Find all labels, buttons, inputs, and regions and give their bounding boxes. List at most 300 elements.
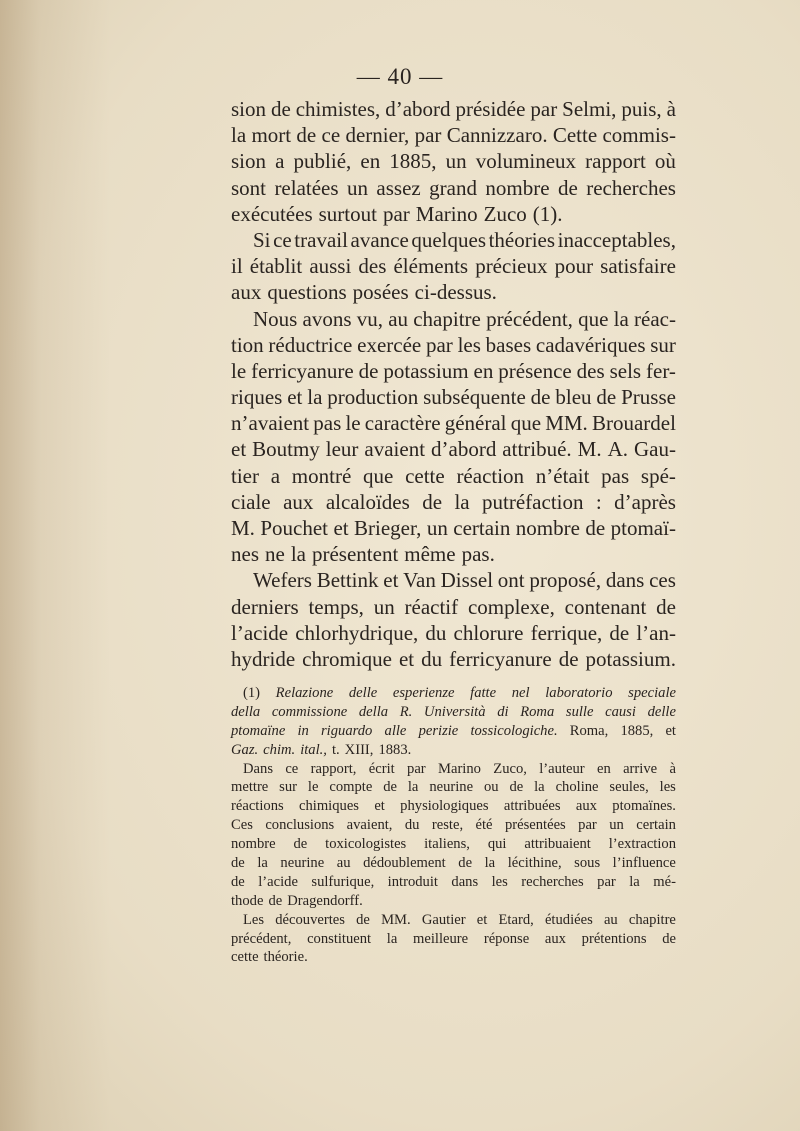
word: théorie. xyxy=(263,949,308,966)
word: précieux xyxy=(475,254,548,279)
footnote-line xyxy=(231,835,676,854)
body-line xyxy=(231,489,676,515)
word: recherches xyxy=(586,175,676,200)
word: bases xyxy=(485,332,532,357)
word: par xyxy=(382,201,410,226)
word: il xyxy=(231,254,243,279)
word: dans xyxy=(605,568,645,593)
word: Brouardel xyxy=(591,411,676,436)
body-line xyxy=(231,96,676,122)
word: de xyxy=(296,123,317,148)
word: pour xyxy=(554,254,594,279)
word: Etard, xyxy=(498,911,534,928)
word: et xyxy=(231,437,247,462)
word: sion xyxy=(231,149,267,174)
word: la xyxy=(386,930,398,947)
word: avance xyxy=(350,227,409,252)
word: au xyxy=(388,306,409,331)
word: a xyxy=(270,463,281,488)
word: A. xyxy=(607,437,628,462)
word: vu, xyxy=(356,306,383,331)
word: chimiques xyxy=(299,798,359,815)
word: présentées xyxy=(504,817,566,834)
word: derniers xyxy=(231,594,299,619)
word: delle xyxy=(647,703,676,720)
word: les xyxy=(659,779,676,796)
word: Cette xyxy=(552,123,598,148)
word: caractère xyxy=(364,411,441,436)
word: nel xyxy=(511,685,530,701)
word: la xyxy=(484,855,496,872)
footnote-line xyxy=(231,854,676,873)
word: conclusions xyxy=(265,817,335,834)
footnote-line xyxy=(231,722,676,741)
word: de xyxy=(662,930,676,947)
word: meilleure xyxy=(413,930,469,947)
body-line xyxy=(231,384,676,410)
word: quelques xyxy=(411,227,487,252)
word: delle xyxy=(348,685,378,701)
word: sur xyxy=(650,332,676,357)
body-line xyxy=(231,148,676,174)
word: introduit xyxy=(387,873,438,890)
word: et xyxy=(476,911,488,928)
word: sels xyxy=(609,358,642,383)
word: inacceptables, xyxy=(557,227,676,252)
word: ci-dessus. xyxy=(414,280,497,305)
word: contenant xyxy=(564,594,647,619)
word: du xyxy=(404,817,420,834)
word: par xyxy=(407,760,426,777)
word: par xyxy=(578,817,597,834)
word: l’auteur xyxy=(539,760,585,777)
word: Gaz. xyxy=(231,741,259,758)
word: n’était xyxy=(535,463,590,488)
word: de xyxy=(557,175,578,200)
word: Marino xyxy=(415,201,478,226)
word: avaient xyxy=(364,437,426,462)
word: arrive xyxy=(623,760,658,777)
word: nombre xyxy=(231,836,276,853)
word: Dragendorff. xyxy=(287,892,363,909)
word: attribuaient xyxy=(524,836,591,853)
word: un xyxy=(346,175,368,200)
word: et xyxy=(383,568,399,593)
body-line xyxy=(231,175,676,201)
word: montré xyxy=(291,463,352,488)
word: satisfaire xyxy=(600,254,676,279)
word: compte xyxy=(329,779,373,796)
word: mé- xyxy=(653,873,676,890)
word: aussi xyxy=(309,254,352,279)
word: in xyxy=(297,722,309,739)
footnote-line xyxy=(231,930,676,949)
word: la xyxy=(257,855,268,872)
footnote-line xyxy=(231,797,676,816)
word: dernier, xyxy=(345,123,410,148)
footnote-line xyxy=(231,760,676,779)
word: grand xyxy=(429,175,477,200)
word: esperienze xyxy=(392,685,455,701)
word: n’avaient xyxy=(231,411,310,436)
word: aux xyxy=(544,930,566,947)
word: cette xyxy=(231,949,259,966)
word: et xyxy=(665,722,676,739)
word: mettre xyxy=(231,779,269,796)
word: causi xyxy=(605,703,636,720)
footnote xyxy=(231,684,676,967)
word: laboratorio xyxy=(545,685,613,701)
word: M. xyxy=(231,516,255,540)
footnote-line xyxy=(231,892,676,911)
word: pas xyxy=(601,463,630,488)
body-line xyxy=(231,358,676,384)
word: sur xyxy=(279,779,298,796)
word: théories xyxy=(488,227,556,252)
word: la xyxy=(454,489,470,514)
word: seules, xyxy=(609,779,649,796)
word: prétentions xyxy=(581,930,647,947)
word: de xyxy=(356,911,370,928)
word: de xyxy=(596,385,617,410)
word: recherches xyxy=(521,873,584,890)
footnote-line xyxy=(231,816,676,835)
word: réponse xyxy=(483,930,530,947)
word: un xyxy=(609,817,624,834)
word: la xyxy=(307,385,323,410)
word: de xyxy=(458,855,473,872)
word: précédent, xyxy=(231,930,292,947)
word: aux xyxy=(283,489,314,514)
body-line xyxy=(231,332,676,358)
word: Roma, xyxy=(569,722,609,739)
word: du xyxy=(425,620,447,645)
word: potassium xyxy=(383,358,469,383)
word: hydride xyxy=(231,646,296,671)
word: rapport xyxy=(585,149,646,174)
word: Si xyxy=(253,227,271,252)
word: Zuco, xyxy=(493,760,527,777)
body-line xyxy=(231,436,676,462)
word: temps, xyxy=(308,594,364,619)
footnote-line xyxy=(231,873,676,892)
word: d’abord xyxy=(385,97,451,121)
footnote-line xyxy=(231,703,676,722)
word: speciale xyxy=(628,685,676,701)
word: 1883. xyxy=(378,741,412,758)
word: de xyxy=(383,779,397,796)
word: sulle xyxy=(565,703,594,720)
word: Dans xyxy=(243,760,273,777)
word: MM. xyxy=(545,411,588,436)
word: chim. xyxy=(263,741,296,758)
body-line xyxy=(231,567,676,593)
word: Roma xyxy=(520,703,555,720)
word: sous xyxy=(574,855,601,872)
word: les xyxy=(491,873,508,890)
word: dans xyxy=(451,873,479,890)
word: ptomaïne xyxy=(231,722,286,739)
body-line xyxy=(231,594,676,620)
word: Relazione xyxy=(275,685,334,701)
word: complexe, xyxy=(467,594,555,619)
word: et xyxy=(374,798,385,815)
word: (1) xyxy=(243,685,261,701)
word: par xyxy=(414,123,442,148)
body-line xyxy=(231,410,676,436)
word: général xyxy=(444,411,507,436)
word: et xyxy=(287,385,303,410)
word: d’après xyxy=(614,489,676,514)
word: de xyxy=(231,873,245,890)
body-line xyxy=(231,463,676,489)
word: chromique xyxy=(302,646,392,671)
word: tossicologiche. xyxy=(470,722,558,739)
word: cadavériques xyxy=(535,332,646,357)
body-line xyxy=(231,122,676,148)
word: de xyxy=(530,385,551,410)
word: été xyxy=(475,817,493,834)
word: réaction xyxy=(456,463,525,488)
word: fatte xyxy=(470,685,497,701)
word: ces xyxy=(649,568,676,593)
word: a xyxy=(275,149,285,174)
word: dédoublement xyxy=(363,855,446,872)
body-line xyxy=(231,201,676,227)
word: qui xyxy=(487,836,507,853)
word: fer- xyxy=(646,358,676,383)
word: des xyxy=(358,254,387,279)
word: sont xyxy=(231,175,267,200)
word: en xyxy=(360,149,381,174)
footnote-line xyxy=(231,778,676,797)
word: la xyxy=(534,779,545,796)
word: les xyxy=(457,332,481,357)
word: reste, xyxy=(431,817,464,834)
word: ce xyxy=(321,123,341,148)
word: en xyxy=(473,358,494,383)
word: della xyxy=(358,703,389,720)
word: Prusse xyxy=(621,385,676,410)
word: Les xyxy=(243,911,265,928)
word: la xyxy=(290,542,306,567)
word: puis, xyxy=(621,97,662,121)
word: ptomaïnes. xyxy=(612,798,676,815)
word: Van xyxy=(403,568,436,593)
word: écrit xyxy=(368,760,395,777)
body-line xyxy=(231,541,676,567)
word: de xyxy=(358,358,379,383)
word: nombre xyxy=(515,516,580,540)
word: Cannizzaro. xyxy=(446,123,548,148)
word: la xyxy=(231,123,247,148)
word: l’an- xyxy=(636,620,676,645)
word: et xyxy=(333,516,349,540)
word: de xyxy=(585,516,606,540)
word: riguardo xyxy=(321,722,373,739)
word: que xyxy=(510,411,542,436)
word: pas. xyxy=(461,542,495,567)
word: nombre xyxy=(485,175,550,200)
word: ital., xyxy=(300,741,327,758)
word: par xyxy=(530,97,558,121)
word: attribuées xyxy=(503,798,561,815)
word: Selmi, xyxy=(562,97,617,121)
word: t. xyxy=(331,741,340,758)
word: à xyxy=(669,760,676,777)
word: où xyxy=(654,149,676,174)
word: de xyxy=(558,646,579,671)
word: ou xyxy=(483,779,499,796)
word: assez xyxy=(376,175,421,200)
word: italiens, xyxy=(424,836,470,853)
word: le xyxy=(307,779,319,796)
word: ferrique, xyxy=(530,620,603,645)
body-line xyxy=(231,253,676,279)
word: bleu xyxy=(555,385,592,410)
word: au xyxy=(603,911,618,928)
word: de xyxy=(293,836,308,853)
word: le xyxy=(231,358,247,383)
word: choline xyxy=(555,779,599,796)
word: attribué. xyxy=(502,437,572,462)
word: Wefers xyxy=(253,568,312,593)
word: sulfurique, xyxy=(311,873,375,890)
word: sion xyxy=(231,97,267,121)
word: exercée xyxy=(357,332,422,357)
word: exécutées xyxy=(231,201,313,226)
word: étudiées xyxy=(544,911,593,928)
word: la xyxy=(407,779,419,796)
word: perizie xyxy=(418,722,459,739)
word: posées xyxy=(352,280,409,305)
word: Zuco xyxy=(483,201,527,226)
word: production xyxy=(327,385,419,410)
word: que xyxy=(363,463,394,488)
body-text xyxy=(231,96,676,672)
word: découvertes xyxy=(275,911,345,928)
word: riques xyxy=(231,385,283,410)
word: Università xyxy=(423,703,486,720)
word: l’influence xyxy=(612,855,676,872)
word: lécithine, xyxy=(507,855,562,872)
word: questions xyxy=(267,280,347,305)
word: d’abord xyxy=(431,437,497,462)
word: ce xyxy=(285,760,299,777)
word: ce xyxy=(273,227,292,252)
word: à xyxy=(666,97,676,121)
word: R. xyxy=(399,703,413,720)
word: Bettink xyxy=(316,568,379,593)
word: cette xyxy=(405,463,445,488)
word: un xyxy=(373,594,395,619)
word: neurine xyxy=(429,779,474,796)
word: commissione xyxy=(271,703,348,720)
word: certain xyxy=(636,817,676,834)
word: travail xyxy=(294,227,348,252)
word: potassium. xyxy=(585,646,676,671)
word: ont xyxy=(497,568,525,593)
word: ptomaï- xyxy=(610,516,676,540)
word: physiologiques xyxy=(400,798,489,815)
word: que xyxy=(578,306,609,331)
word: de xyxy=(268,892,283,909)
word: alcaloïdes xyxy=(325,489,410,514)
word: de xyxy=(422,489,443,514)
word: de xyxy=(656,594,676,619)
word: un xyxy=(445,149,467,174)
footnote-line xyxy=(231,741,676,760)
word: publié, xyxy=(293,149,352,174)
word: de xyxy=(231,855,245,872)
word: réac- xyxy=(634,306,676,331)
word: par xyxy=(597,873,616,890)
word: spé- xyxy=(640,463,676,488)
word: constituent xyxy=(307,930,372,947)
word: de xyxy=(609,620,630,645)
word: des xyxy=(576,358,605,383)
word: et xyxy=(398,646,415,671)
word: ferricyanure xyxy=(251,358,354,383)
page-number: — 40 — xyxy=(356,64,444,89)
word: volumineux xyxy=(475,149,577,174)
word: chimistes, xyxy=(295,97,381,121)
footnote-line xyxy=(231,911,676,930)
word: pas xyxy=(313,411,342,436)
word: putréfaction xyxy=(482,489,584,514)
word: présidée xyxy=(455,97,526,121)
word: au xyxy=(336,855,351,872)
word: di xyxy=(497,703,509,720)
word: Nous xyxy=(253,306,298,331)
word: ciale xyxy=(231,489,271,514)
word: chapitre xyxy=(413,306,481,331)
word: le xyxy=(345,411,361,436)
word: réductrice xyxy=(268,332,353,357)
word: certain xyxy=(453,516,511,540)
word: Ces xyxy=(231,817,253,834)
word: surtout xyxy=(318,201,377,226)
word: Pouchet xyxy=(260,516,329,540)
word: ferricyanure xyxy=(449,646,552,671)
word: rapport, xyxy=(310,760,357,777)
word: par xyxy=(425,332,453,357)
word: précédent, xyxy=(486,306,573,331)
word: présence xyxy=(498,358,572,383)
word: nes xyxy=(231,542,259,567)
word: Marino xyxy=(437,760,481,777)
footnote-line xyxy=(231,684,676,703)
word: della xyxy=(231,703,261,720)
word: alle xyxy=(384,722,407,739)
word: même xyxy=(404,542,456,567)
word: Brieger, xyxy=(354,516,422,540)
word: mort xyxy=(251,123,292,148)
word: de xyxy=(270,97,291,121)
word: établit xyxy=(249,254,303,279)
body-line xyxy=(231,279,676,305)
word: 1885, xyxy=(620,722,654,739)
word: réactif xyxy=(404,594,459,619)
word: XIII, xyxy=(344,741,374,758)
body-line xyxy=(231,620,676,646)
body-line xyxy=(231,646,676,672)
word: réactions xyxy=(231,798,284,815)
word: avons xyxy=(302,306,352,331)
footnote-line xyxy=(231,948,676,967)
word: ne xyxy=(265,542,285,567)
word: Boutmy xyxy=(252,437,320,462)
